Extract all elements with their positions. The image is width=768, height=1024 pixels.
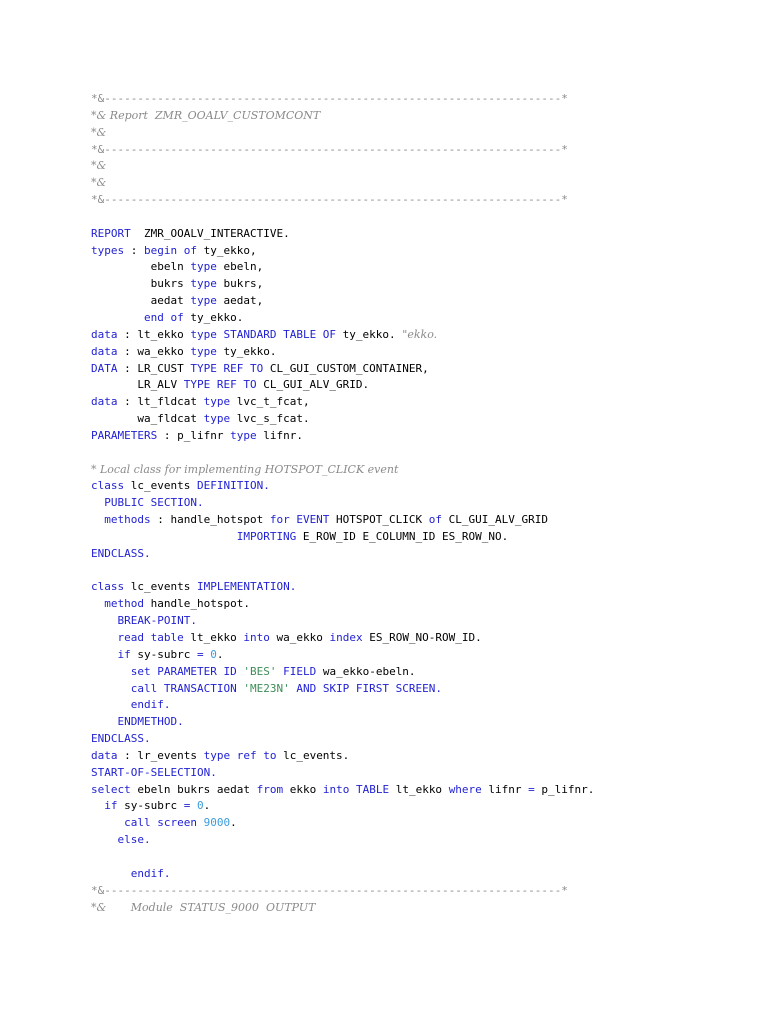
code-line — [91, 411, 751, 428]
code-token: bukrs — [91, 277, 191, 291]
code-token: START-OF-SELECTION. — [91, 765, 217, 779]
code-line — [91, 361, 751, 378]
code-token: 0 — [196, 799, 204, 813]
code-line — [91, 529, 751, 546]
code-line — [91, 714, 751, 731]
code-line — [91, 546, 751, 563]
code-line — [91, 175, 751, 192]
code-token: lc_events — [124, 580, 197, 594]
code-line — [91, 478, 751, 495]
code-token: type — [203, 412, 231, 426]
code-line — [91, 782, 751, 799]
code-token — [91, 799, 104, 812]
code-token: ES_ROW_NO-ROW_ID. — [362, 631, 482, 644]
code-token — [91, 513, 104, 526]
code-token: class — [91, 479, 125, 493]
code-line — [91, 428, 751, 445]
code-token — [91, 311, 144, 324]
code-line — [91, 765, 751, 782]
code-token: : lt_ekko — [117, 327, 191, 341]
code-line — [91, 495, 751, 512]
code-line — [91, 596, 751, 613]
code-token: type ref to — [203, 748, 277, 762]
code-token — [91, 530, 237, 543]
code-token — [91, 833, 118, 846]
code-token: type — [190, 260, 217, 274]
code-token: CL_GUI_CUSTOM_CONTAINER, — [263, 361, 429, 375]
code-token: aedat — [91, 294, 191, 308]
code-token: from — [256, 782, 284, 796]
code-token — [91, 665, 131, 678]
code-token: index — [329, 631, 363, 644]
code-token: endif. — [130, 698, 171, 712]
code-token — [190, 799, 197, 812]
code-token: into — [243, 631, 270, 644]
code-token: = — [528, 782, 535, 796]
code-token: ZMR_OOALV_INTERACTIVE. — [130, 226, 290, 240]
code-token: p_lifnr. — [534, 782, 595, 796]
code-line — [91, 192, 751, 209]
code-line — [91, 664, 751, 681]
code-line — [91, 377, 751, 394]
code-line — [91, 866, 751, 883]
code-token: lvc_t_fcat, — [230, 395, 310, 409]
code-token: IMPORTING — [236, 529, 297, 543]
code-token: into TABLE — [322, 782, 390, 796]
code-token: sy-subrc — [130, 647, 197, 661]
code-token: type — [190, 344, 217, 358]
code-token: : lr_events — [117, 748, 204, 762]
code-token: data — [91, 395, 118, 409]
code-token: else. — [117, 833, 151, 847]
code-line — [91, 613, 751, 630]
code-token: set PARAMETER ID — [130, 664, 237, 678]
code-token: data — [91, 344, 118, 358]
code-token: handle_hotspot. — [144, 597, 250, 611]
code-token: aedat, — [216, 294, 264, 308]
code-line — [91, 445, 751, 462]
code-line — [91, 681, 751, 698]
code-token: E_ROW_ID E_COLUMN_ID ES_ROW_NO. — [296, 529, 509, 543]
code-token: lvc_s_fcat. — [230, 412, 310, 426]
code-token: REPORT — [91, 226, 131, 240]
code-token: if — [117, 647, 131, 661]
code-token: TYPE REF TO — [190, 361, 264, 375]
code-line — [91, 647, 751, 664]
code-token: methods — [104, 513, 151, 527]
code-token — [91, 715, 118, 728]
code-token — [91, 614, 118, 627]
code-token — [91, 496, 104, 509]
code-token: data — [91, 327, 118, 341]
code-token: type — [190, 294, 217, 308]
code-token: *& — [91, 159, 107, 173]
code-token: begin of — [144, 243, 197, 257]
code-token: types — [91, 243, 125, 257]
code-line — [91, 108, 751, 125]
code-token — [91, 682, 131, 695]
code-token: end of — [143, 310, 184, 324]
code-token: where — [448, 782, 482, 796]
code-token: ebeln, — [216, 260, 264, 274]
code-token: ENDCLASS. — [91, 732, 151, 746]
code-line — [91, 158, 751, 175]
code-token: lt_ekko — [183, 631, 244, 644]
code-token: ty_ekko. — [216, 344, 277, 358]
code-line — [91, 142, 751, 159]
code-token: . — [203, 799, 211, 813]
code-token: lifnr — [481, 782, 529, 796]
code-token: PARAMETERS — [91, 428, 158, 442]
code-token: *& — [91, 125, 107, 139]
code-token — [91, 816, 124, 829]
code-token: for EVENT — [269, 513, 330, 527]
code-token: *& Module STATUS_9000 OUTPUT — [91, 900, 316, 914]
code-token: . — [216, 647, 224, 661]
code-token: 0 — [210, 647, 217, 661]
code-line — [91, 900, 751, 917]
code-token: = — [196, 647, 204, 661]
code-token: endif. — [130, 866, 171, 880]
code-token: call TRANSACTION — [130, 681, 237, 695]
code-token: = — [183, 799, 191, 813]
code-token: type — [230, 428, 257, 442]
code-line — [91, 798, 751, 815]
code-line — [91, 125, 751, 142]
code-token: PUBLIC SECTION. — [104, 496, 204, 510]
code-token: wa_fldcat — [91, 412, 204, 426]
code-token: LR_ALV — [91, 378, 184, 392]
code-token: IMPLEMENTATION. — [196, 580, 297, 594]
code-token: 9000 — [203, 816, 231, 830]
code-token: of — [428, 513, 443, 527]
code-token: wa_ekko — [269, 631, 330, 644]
code-token: sy-subrc — [117, 799, 184, 813]
code-line — [91, 512, 751, 529]
code-token: wa_ekko-ebeln. — [316, 664, 416, 678]
code-token: 'BES' — [243, 664, 277, 678]
code-token — [91, 648, 118, 661]
code-line — [91, 731, 751, 748]
code-line — [91, 344, 751, 361]
code-token: AND SKIP FIRST SCREEN. — [296, 681, 443, 695]
code-line — [91, 259, 751, 276]
code-token: if — [104, 799, 118, 813]
code-line — [91, 630, 751, 647]
code-token: *& Report ZMR_OOALV_CUSTOMCONT — [91, 108, 321, 122]
code-token — [91, 631, 118, 644]
code-line — [91, 579, 751, 596]
code-token: BREAK-POINT. — [117, 614, 197, 628]
code-token: : handle_hotspot — [150, 513, 270, 527]
code-line — [91, 697, 751, 714]
code-token: ekko — [283, 782, 323, 796]
code-token: bukrs, — [216, 277, 264, 291]
code-line — [91, 832, 751, 849]
code-line — [91, 394, 751, 411]
code-line — [91, 883, 751, 900]
code-line — [91, 91, 751, 108]
code-token: : — [124, 243, 144, 257]
code-line — [91, 849, 751, 866]
code-token: ENDMETHOD. — [117, 715, 184, 729]
code-token: *&---------------------------------------------------------------------* — [91, 193, 568, 207]
code-token: : lt_fldcat — [117, 395, 204, 409]
code-token: lc_events. — [276, 748, 350, 762]
code-token: type STANDARD TABLE OF — [190, 327, 337, 341]
code-line — [91, 462, 751, 479]
code-token: . — [230, 816, 237, 830]
code-token: *&---------------------------------------------------------------------* — [91, 92, 568, 105]
code-line — [91, 226, 751, 243]
code-line — [91, 748, 751, 765]
code-token: data — [91, 748, 118, 762]
code-token — [91, 597, 104, 610]
code-token — [197, 816, 204, 829]
code-token: type — [203, 395, 231, 409]
code-token: CL_GUI_ALV_GRID. — [256, 378, 370, 392]
code-line — [91, 243, 751, 260]
code-token: : wa_ekko — [117, 344, 191, 358]
code-token: lifnr. — [256, 428, 303, 442]
code-line — [91, 327, 751, 344]
code-token: : p_lifnr — [157, 428, 231, 442]
code-line — [91, 276, 751, 293]
code-token: "ekko. — [402, 327, 438, 341]
code-line — [91, 310, 751, 327]
code-token: : LR_CUST — [117, 361, 191, 375]
code-token: ty_ekko. — [336, 327, 403, 341]
code-token: class — [91, 580, 125, 594]
code-token: ENDCLASS. — [91, 546, 151, 560]
code-token: call screen — [124, 816, 197, 830]
code-token: lt_ekko — [389, 782, 449, 796]
code-token: *&---------------------------------------------------------------------* — [91, 142, 568, 156]
code-token: * Local class for implementing HOTSPOT_CLICK event — [91, 462, 399, 476]
code-token: lc_events — [124, 479, 197, 493]
code-token: 'ME23N' — [243, 681, 290, 695]
code-token: read table — [117, 631, 184, 644]
code-line — [91, 209, 751, 226]
code-token: FIELD — [283, 664, 317, 678]
code-token — [91, 698, 131, 711]
code-token: ebeln bukrs aedat — [130, 782, 257, 796]
code-token: *&---------------------------------------------------------------------* — [91, 883, 568, 897]
code-token: *& — [91, 176, 107, 190]
code-token — [91, 867, 131, 880]
code-token: select — [91, 782, 131, 796]
code-line — [91, 815, 751, 832]
code-token: ebeln — [91, 260, 191, 274]
code-line — [91, 563, 751, 580]
code-token: CL_GUI_ALV_GRID — [442, 513, 548, 527]
code-token: DATA — [91, 361, 118, 375]
code-token: DEFINITION. — [196, 479, 270, 493]
code-token: HOTSPOT_CLICK — [329, 513, 429, 527]
code-line — [91, 293, 751, 310]
code-token: type — [190, 277, 217, 291]
code-token: TYPE REF TO — [183, 378, 257, 392]
code-token: method — [104, 597, 144, 611]
code-token: ty_ekko, — [196, 243, 257, 257]
code-token: ty_ekko. — [183, 310, 244, 324]
abap-source-code — [91, 91, 751, 916]
